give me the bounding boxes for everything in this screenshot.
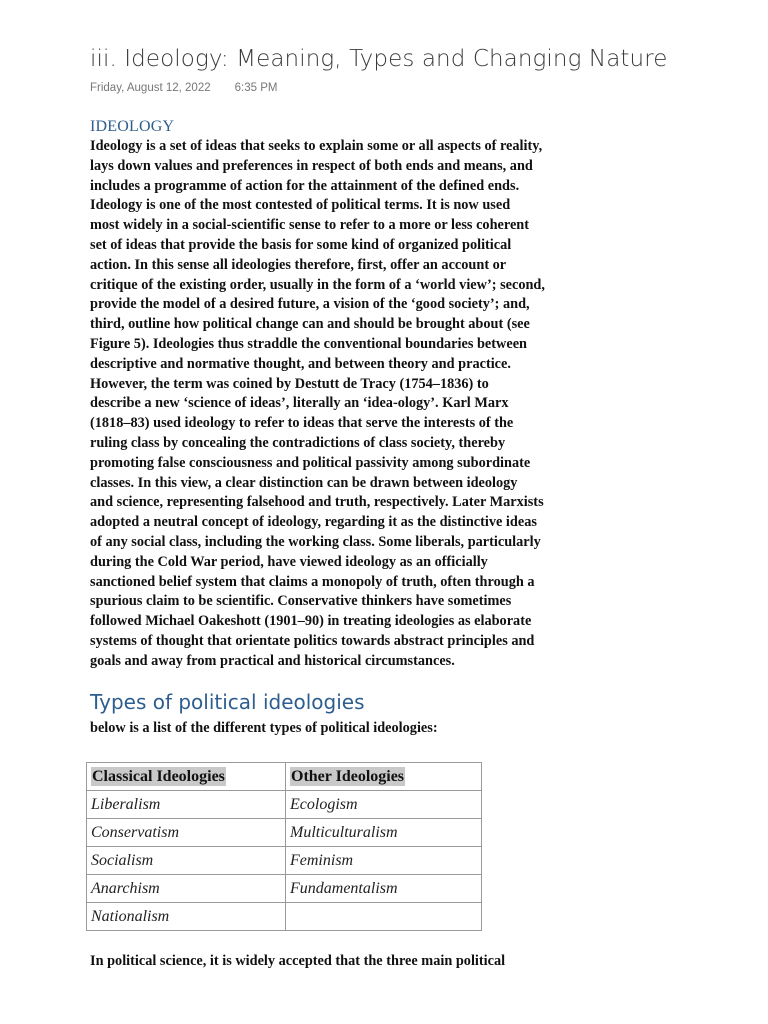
table-cell: Liberalism bbox=[87, 791, 286, 819]
paragraph-line: third, outline how political change can and should be brought about (see bbox=[90, 316, 530, 333]
paragraph-line: critique of the existing order, usually in the form of a ‘world view’; second, bbox=[90, 276, 545, 293]
ideology-heading: IDEOLOGY bbox=[90, 118, 175, 135]
closing-line: In political science, it is widely accepted that the three main political bbox=[90, 953, 506, 969]
table-cell: Feminism bbox=[286, 847, 482, 875]
table-cell: Fundamentalism bbox=[286, 875, 482, 903]
table-row bbox=[87, 819, 482, 847]
page-time: 6:35 PM bbox=[234, 82, 278, 94]
paragraph-line: sanctioned belief system that claims a monopoly of truth, often through a bbox=[90, 573, 535, 590]
paragraph-line: most widely in a social-scientific sense to refer to a more or less coherent bbox=[90, 217, 530, 234]
paragraph-line: includes a programme of action for the attainment of the defined ends. bbox=[90, 177, 520, 194]
paragraph-line: action. In this sense all ideologies therefore, first, offer an account or bbox=[90, 256, 507, 273]
paragraph-line: spurious claim to be scientific. Conservative thinkers have sometimes bbox=[90, 593, 512, 610]
page-timestamp bbox=[90, 82, 277, 94]
table-row bbox=[87, 875, 482, 903]
table-row bbox=[87, 847, 482, 875]
header-classical-label: Classical Ideologies bbox=[92, 767, 225, 785]
paragraph-line: classes. In this view, a clear distinction can be drawn between ideology bbox=[90, 474, 518, 491]
paragraph-line: systems of thought that orientate politics towards abstract principles and bbox=[90, 632, 535, 649]
table-row bbox=[87, 903, 482, 931]
page-title: iii. Ideology: Meaning, Types and Changing Nature bbox=[90, 46, 668, 72]
table-cell: Nationalism bbox=[87, 903, 286, 931]
ideologies-table bbox=[86, 762, 482, 931]
paragraph-line: descriptive and normative thought, and between theory and practice. bbox=[90, 355, 511, 372]
table-row bbox=[87, 791, 482, 819]
header-classical bbox=[87, 763, 286, 791]
table-cell: Conservatism bbox=[87, 819, 286, 847]
types-intro: below is a list of the different types of political ideologies: bbox=[90, 720, 438, 736]
table-header-row bbox=[87, 763, 482, 791]
paragraph-line: promoting false consciousness and political passivity among subordinate bbox=[90, 454, 531, 471]
table-cell bbox=[286, 903, 482, 931]
paragraph-line: ruling class by concealing the contradictions of class society, thereby bbox=[90, 434, 506, 451]
paragraph-line: (1818–83) used ideology to refer to ideas that serve the interests of the bbox=[90, 415, 514, 432]
table-cell: Multiculturalism bbox=[286, 819, 482, 847]
paragraph-line: Ideology is a set of ideas that seeks to explain some or all aspects of reality, bbox=[90, 138, 543, 154]
header-other-label: Other Ideologies bbox=[291, 767, 405, 785]
paragraph-line: during the Cold War period, have viewed ideology as an officially bbox=[90, 553, 488, 570]
header-other bbox=[286, 763, 482, 791]
paragraph-line: lays down values and preferences in respect of both ends and means, and bbox=[90, 157, 533, 174]
table-cell: Ecologism bbox=[286, 791, 482, 819]
paragraph-line: goals and away from practical and historical circumstances. bbox=[90, 652, 455, 669]
paragraph-line: and science, representing falsehood and truth, respectively. Later Marxists bbox=[90, 494, 544, 511]
types-heading: Types of political ideologies bbox=[90, 690, 365, 714]
page-date: Friday, August 12, 2022 bbox=[90, 82, 211, 94]
paragraph-line: adopted a neutral concept of ideology, regarding it as the distinctive ideas bbox=[90, 514, 537, 531]
paragraph-line: Ideology is one of the most contested of political terms. It is now used bbox=[90, 197, 511, 214]
paragraph-line: of any social class, including the working class. Some liberals, particularly bbox=[90, 533, 541, 550]
table-cell: Socialism bbox=[87, 847, 286, 875]
paragraph-line: describe a new ‘science of ideas’, literally an ‘idea-ology’. Karl Marx bbox=[90, 395, 509, 412]
paragraph-line: set of ideas that provide the basis for some kind of organized political bbox=[90, 236, 512, 253]
paragraph-line: provide the model of a desired future, a vision of the ‘good society’; and, bbox=[90, 296, 530, 313]
paragraph-line: However, the term was coined by Destutt de Tracy (1754–1836) to bbox=[90, 375, 489, 392]
ideology-paragraph bbox=[90, 137, 620, 672]
table-cell: Anarchism bbox=[87, 875, 286, 903]
paragraph-line: Figure 5). Ideologies thus straddle the conventional boundaries between bbox=[90, 335, 527, 352]
paragraph-line: followed Michael Oakeshott (1901–90) in treating ideologies as elaborate bbox=[90, 613, 532, 630]
